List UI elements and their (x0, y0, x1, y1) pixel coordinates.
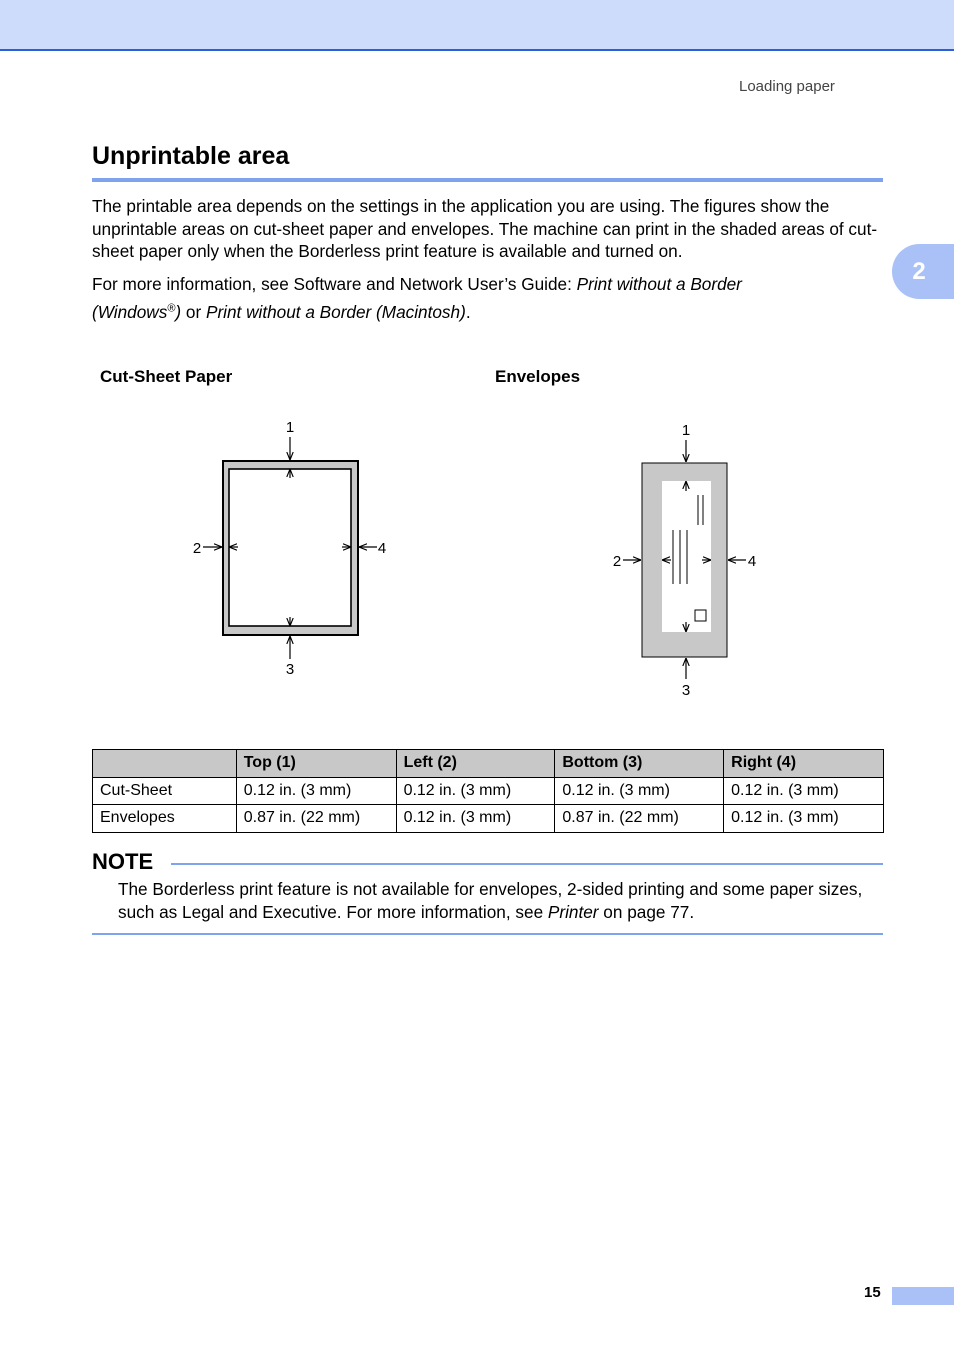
page-number: 15 (864, 1284, 881, 1301)
table-cell: 0.12 in. (3 mm) (555, 777, 724, 805)
envelope-callout-4: 4 (747, 553, 757, 570)
chapter-tab: 2 (892, 244, 954, 299)
link-text-part-3: ) (175, 302, 182, 322)
cut-sheet-callout-2: 2 (192, 540, 202, 557)
table-row (93, 805, 884, 833)
table-cell: Envelopes (93, 805, 237, 833)
more-info-middle: or (181, 302, 206, 322)
table-cell: 0.87 in. (22 mm) (236, 805, 396, 833)
table-header-row (93, 750, 884, 778)
envelope-diagram (613, 422, 756, 699)
note-text-before: The Borderless print feature is not available for envelopes, 2-sided printing and some paper sizes, such as Legal and Executive. For more information, see (118, 879, 863, 922)
table-header-cell: Top (1) (236, 750, 396, 778)
cut-sheet-callout-3: 3 (285, 661, 295, 678)
table-cell: 0.12 in. (3 mm) (396, 777, 555, 805)
note-title: NOTE (92, 849, 154, 874)
page-tab (892, 1287, 954, 1305)
envelope-callout-2: 2 (612, 553, 622, 570)
cut-sheet-callout-4: 4 (377, 540, 387, 557)
more-info-suffix: . (465, 302, 471, 322)
link-text-part-2: (Windows (92, 302, 168, 322)
note-text-after: on page 77. (598, 901, 695, 922)
table-cell: 0.12 in. (3 mm) (236, 777, 396, 805)
stamp-box (695, 610, 706, 621)
section-title: Unprintable area (92, 142, 290, 170)
table-cell: 0.12 in. (3 mm) (724, 805, 884, 833)
cut-sheet-label: Cut-Sheet Paper (100, 367, 233, 386)
envelope-callout-1: 1 (681, 422, 691, 439)
margins-table (92, 749, 884, 833)
table-cell: Cut-Sheet (93, 777, 237, 805)
cut-sheet-diagram (193, 419, 386, 678)
table-header-cell: Right (4) (724, 750, 884, 778)
envelopes-label: Envelopes (495, 367, 581, 386)
table-header-cell: Left (2) (396, 750, 555, 778)
table-cell: 0.12 in. (3 mm) (724, 777, 884, 805)
more-info-prefix: For more information, see Software and Network User’s Guide: (92, 274, 577, 294)
cut-sheet-callout-1: 1 (285, 419, 295, 436)
table-header-cell (93, 750, 237, 778)
table-header-cell: Bottom (3) (555, 750, 724, 778)
running-header: Loading paper (739, 78, 835, 95)
table-row (93, 777, 884, 805)
intro-paragraph: The printable area depends on the settings in the application you are using. The figures show the unprintable areas on cut-sheet paper and envelopes. The machine can print in the shaded areas of cut-sheet paper only when the Borderless print feature is available and turned on. (92, 196, 878, 261)
registered-mark: ® (167, 302, 176, 315)
table-cell: 0.87 in. (22 mm) (555, 805, 724, 833)
link-print-without-border-mac[interactable]: Print without a Border (Macintosh) (205, 302, 466, 322)
table-cell: 0.12 in. (3 mm) (396, 805, 555, 833)
envelope-callout-3: 3 (681, 682, 691, 699)
note-rule (171, 863, 883, 865)
cut-sheet-printable-area (229, 469, 351, 626)
note-bottom-rule (92, 933, 883, 935)
link-printer[interactable]: Printer (547, 901, 599, 922)
link-text-part-1: Print without a Border (576, 274, 742, 294)
note-text (118, 878, 884, 923)
